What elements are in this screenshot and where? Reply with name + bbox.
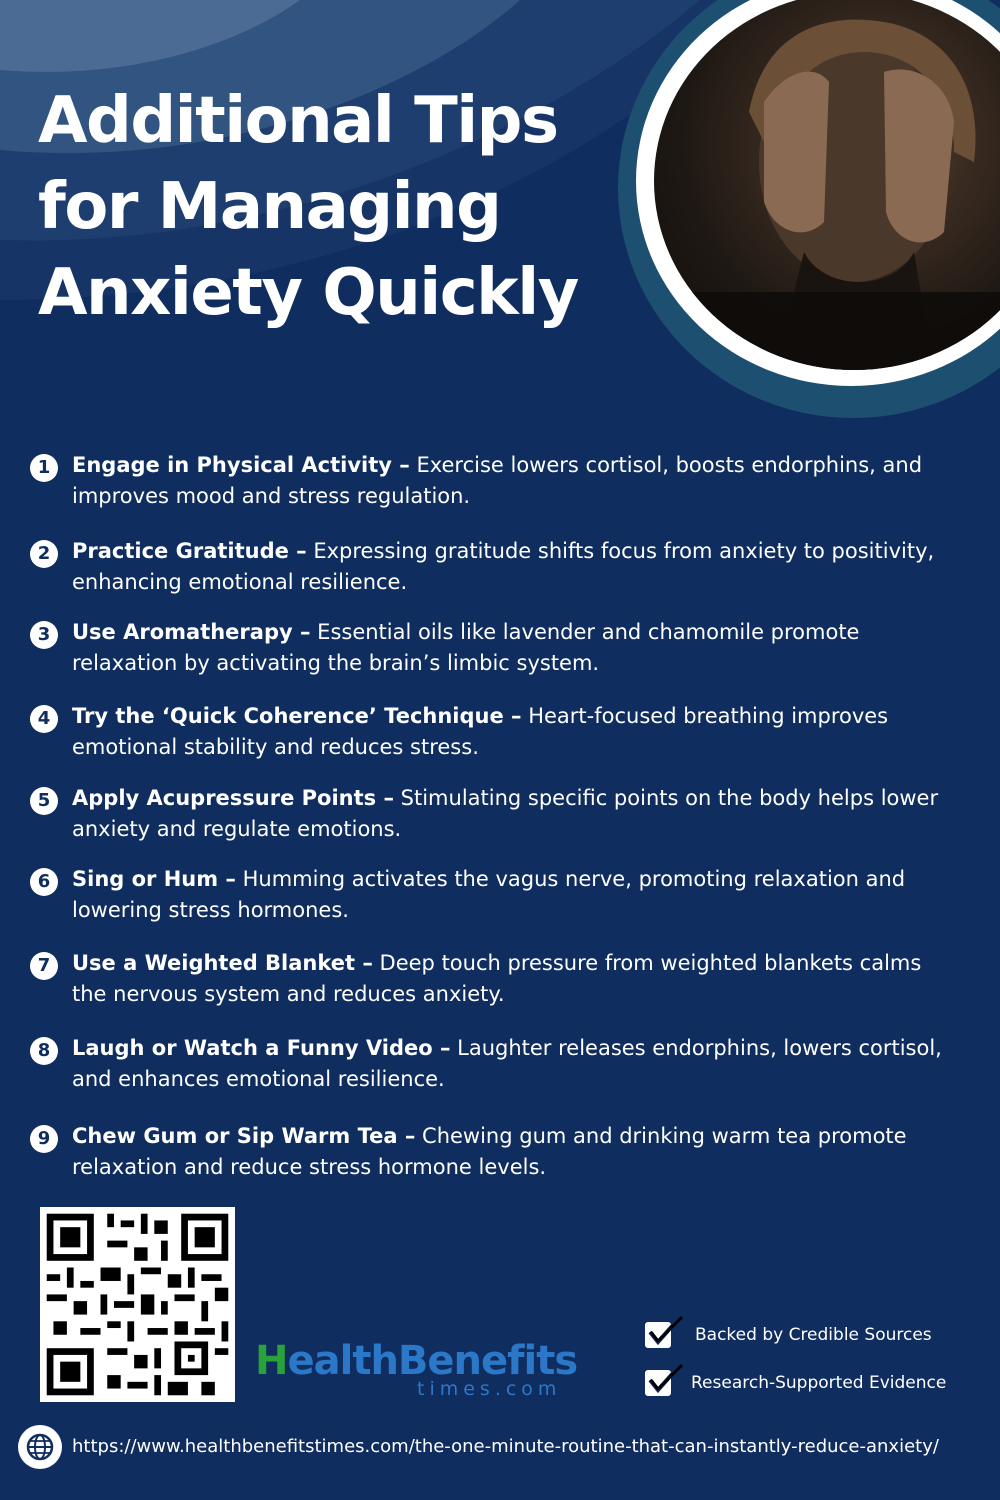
globe-icon [18,1425,62,1469]
tip-text [72,701,952,763]
tip-heading: Use Aromatherapy – [72,620,311,644]
brand-logo-sub: times.com [417,1378,562,1400]
tip-heading: Laugh or Watch a Funny Video – [72,1036,451,1060]
badge-credible-sources [645,1322,932,1348]
title-line-3: Anxiety Quickly [38,256,578,330]
brand-logo-h: H [255,1338,288,1384]
tip-body: Expressing gratitude shifts focus from anxiety to positivity, enhancing emotional resilience. [72,539,935,594]
tip-heading: Sing or Hum – [72,867,236,891]
tip-body: Chewing gum and drinking warm tea promote relaxation and reduce stress hormone levels. [72,1124,907,1179]
title-line-1: Additional Tips [38,84,558,158]
tip-item-6 [30,864,960,926]
tip-heading: Practice Gratitude – [72,539,307,563]
tip-text [72,617,952,679]
tip-text [72,783,952,845]
qr-code-pattern [40,1207,235,1402]
badge-label: Backed by Credible Sources [695,1325,932,1345]
tip-number-badge: 9 [30,1125,58,1153]
tip-number-badge: 7 [30,952,58,980]
page-title [38,78,638,336]
tip-item-7 [30,948,960,1010]
tip-body: Laughter releases endorphins, lowers cortisol, and enhances emotional resilience. [72,1036,942,1091]
badge-research-evidence [645,1370,946,1396]
tip-text [72,864,952,926]
tip-heading: Apply Acupressure Points – [72,786,394,810]
badge-label: Research-Supported Evidence [691,1373,947,1393]
tip-number-badge: 4 [30,705,58,733]
brand-logo [255,1338,595,1408]
title-line-2: for Managing [38,170,501,244]
checkmark-icon [645,1370,671,1396]
tip-heading: Engage in Physical Activity – [72,453,410,477]
tip-body: Heart-focused breathing improves emotional stability and reduces stress. [72,704,889,759]
tip-body: Stimulating specific points on the body helps lower anxiety and regulate emotions. [72,786,939,841]
tip-text [72,450,952,512]
tip-number-badge: 6 [30,868,58,896]
tip-heading: Chew Gum or Sip Warm Tea – [72,1124,416,1148]
tip-item-1 [30,450,960,512]
tip-item-5 [30,783,960,845]
tip-body: Exercise lowers cortisol, boosts endorphins, and improves mood and stress regulation. [72,453,923,508]
tip-number-badge: 5 [30,787,58,815]
tip-item-3 [30,617,960,679]
tip-item-9 [30,1121,960,1183]
tip-heading: Try the ‘Quick Coherence’ Technique – [72,704,522,728]
tip-number-badge: 8 [30,1037,58,1065]
tip-item-2 [30,536,960,598]
tip-body: Deep touch pressure from weighted blankets calms the nervous system and reduces anxiety. [72,951,922,1006]
tip-body: Humming activates the vagus nerve, promoting relaxation and lowering stress hormones. [72,867,906,922]
checkmark-icon [645,1322,671,1348]
tip-body: Essential oils like lavender and chamomile promote relaxation by activating the brain’s limbic system. [72,620,860,675]
tip-number-badge: 3 [30,621,58,649]
tip-text [72,1121,952,1183]
tip-number-badge: 2 [30,540,58,568]
tip-item-8 [30,1033,960,1095]
brand-logo-rest: ealthBenefits [287,1338,578,1384]
tip-number-badge: 1 [30,454,58,482]
footer-url-link[interactable]: https://www.healthbenefitstimes.com/the-one-minute-routine-that-can-instantly-reduce-anxiety/ [72,1436,939,1457]
tip-text [72,536,952,598]
tip-text [72,1033,952,1095]
tip-item-4 [30,701,960,763]
tip-text [72,948,952,1010]
tip-heading: Use a Weighted Blanket – [72,951,373,975]
qr-code[interactable] [40,1207,235,1402]
